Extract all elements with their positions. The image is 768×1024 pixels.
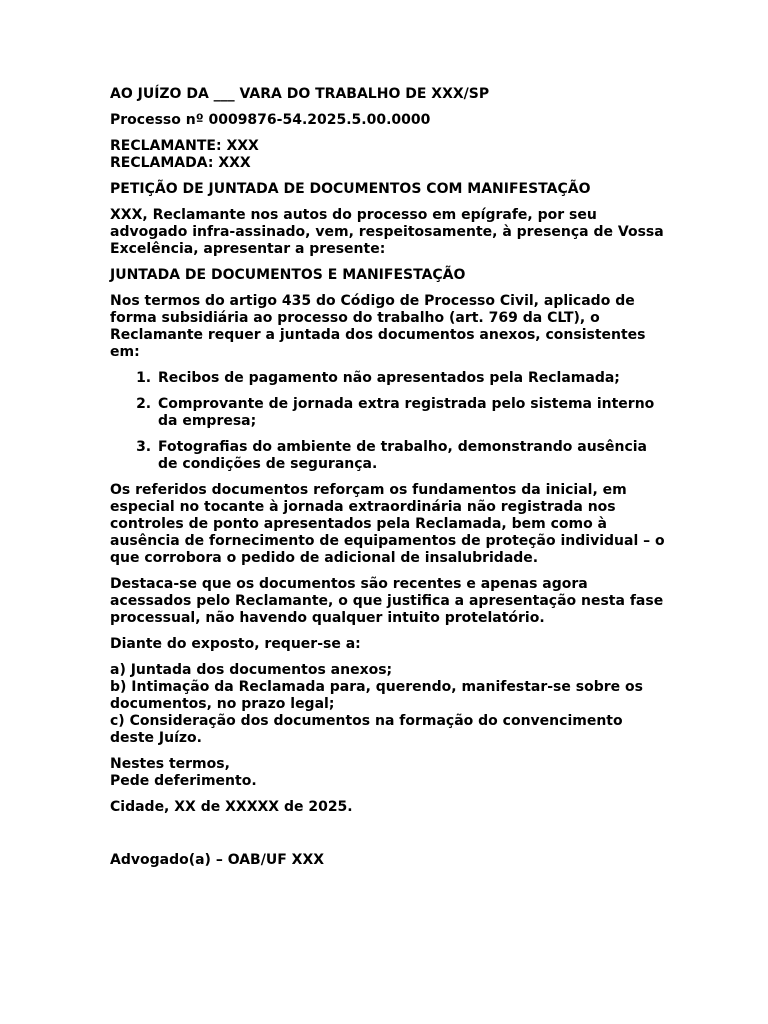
request-item: a) Juntada dos documentos anexos; bbox=[110, 662, 393, 678]
section-title: JUNTADA DE DOCUMENTOS E MANIFESTAÇÃO bbox=[110, 267, 466, 283]
closing-line-2: Pede deferimento. bbox=[110, 773, 257, 789]
petition-title: PETIÇÃO DE JUNTADA DE DOCUMENTOS COM MANIFESTAÇÃO bbox=[110, 181, 591, 197]
document-body bbox=[110, 86, 670, 869]
defendant-line: RECLAMADA: XXX bbox=[110, 155, 251, 171]
claimant-line: RECLAMANTE: XXX bbox=[110, 138, 259, 154]
list-item: 2. Comprovante de jornada extra registrada pelo sistema interno da empresa; bbox=[156, 396, 670, 430]
request-intro: Diante do exposto, requer-se a: bbox=[110, 636, 361, 652]
reinforce-paragraph: Os referidos documentos reforçam os fundamentos da inicial, em especial no tocante à jornada extraordinária não registrada nos controles de ponto apresentados pela Reclamada, bem como à ausência de fornecimento de equipamentos de proteção individual – o que corrobora o pedido de adicional de insalubridade. bbox=[110, 482, 665, 566]
process-number: Processo nº 0009876-54.2025.5.00.0000 bbox=[110, 112, 431, 128]
list-item: 1. Recibos de pagamento não apresentados pela Reclamada; bbox=[156, 370, 670, 387]
legal-basis-paragraph: Nos termos do artigo 435 do Código de Processo Civil, aplicado de forma subsidiária ao processo do trabalho (art. 769 da CLT), o Reclamante requer a juntada dos documentos anexos, consistentes em: bbox=[110, 293, 646, 360]
signature-line: Advogado(a) – OAB/UF XXX bbox=[110, 852, 325, 868]
list-item: 3. Fotografias do ambiente de trabalho, demonstrando ausência de condições de segurança. bbox=[156, 439, 670, 473]
request-item: c) Consideração dos documentos na formação do convencimento deste Juízo. bbox=[110, 713, 623, 746]
place-date: Cidade, XX de XXXXX de 2025. bbox=[110, 799, 353, 815]
intro-paragraph: XXX, Reclamante nos autos do processo em epígrafe, por seu advogado infra-assinado, vem, respeitosamente, à presença de Vossa Excelência, apresentar a presente: bbox=[110, 207, 664, 257]
request-item: b) Intimação da Reclamada para, querendo, manifestar-se sobre os documentos, no prazo legal; bbox=[110, 679, 643, 712]
court-heading: AO JUÍZO DA ___ VARA DO TRABALHO DE XXX/SP bbox=[110, 86, 490, 102]
documents-list bbox=[110, 370, 670, 473]
requests-block bbox=[110, 662, 670, 747]
recent-paragraph: Destaca-se que os documentos são recentes e apenas agora acessados pelo Reclamante, o que justifica a apresentação nesta fase processual, não havendo qualquer intuito protelatório. bbox=[110, 576, 664, 626]
closing-line-1: Nestes termos, bbox=[110, 756, 230, 772]
